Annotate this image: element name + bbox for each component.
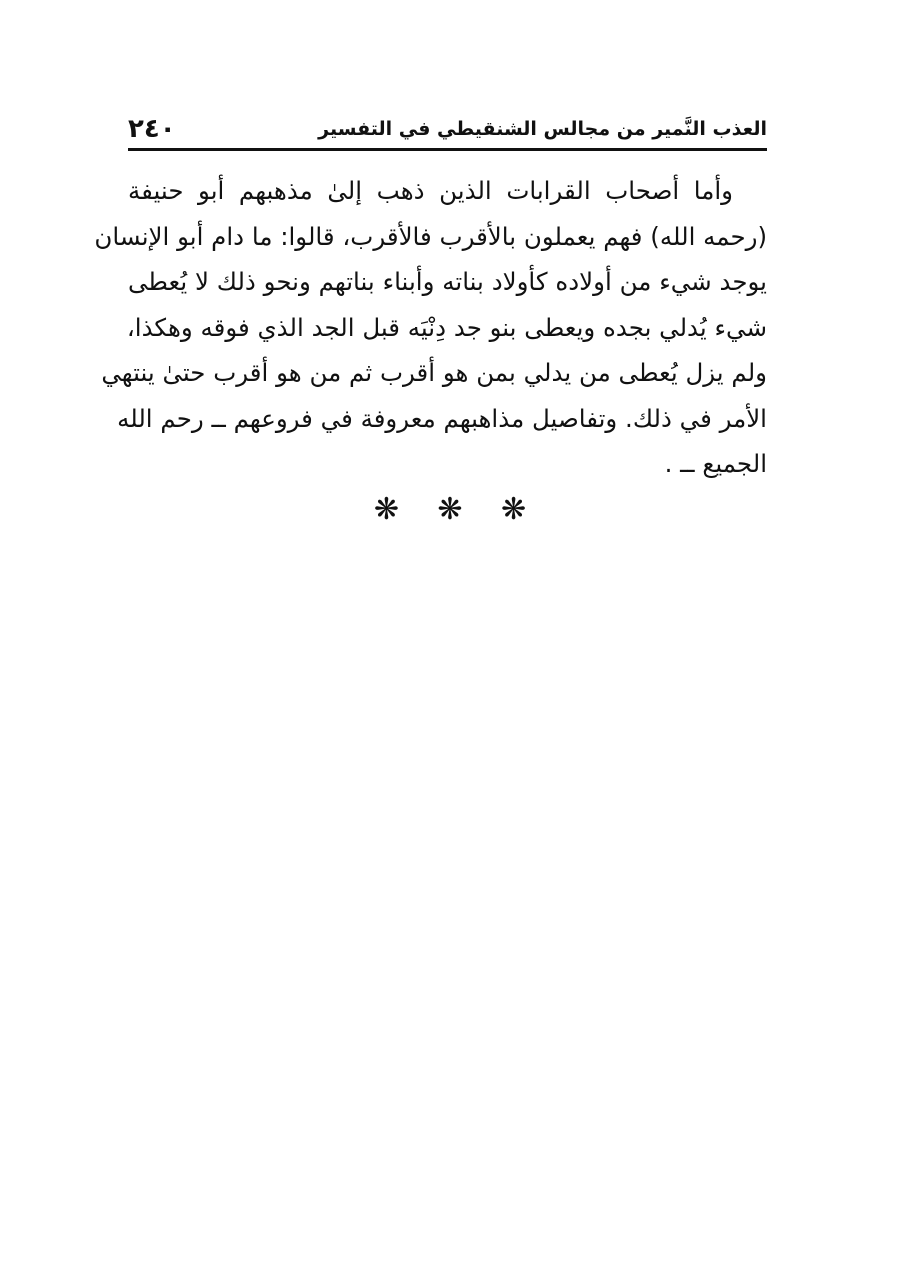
section-break-ornament: ❋ ❋ ❋ — [373, 492, 541, 527]
page-number: ٢٤٠ — [128, 114, 176, 144]
text-line-5: ولم يزل يُعطى من يدلي بمن هو أقرب ثم من هو أقرب حتىٰ ينتهي — [101, 358, 767, 387]
book-title: العذب النَّمير من مجالس الشنقيطي في التفسير — [318, 118, 767, 140]
text-line-1: وأما أصحاب القرابات الذين ذهب إلىٰ مذهبهم أبو حنيفة — [128, 176, 733, 205]
text-line-2: (رحمه الله) فهم يعملون بالأقرب فالأقرب، قالوا: ما دام أبو الإنسان — [94, 221, 767, 251]
text-line-4: شيء يُدلي بجده ويعطى بنو جد دِنْيَه قبل الجد الذي فوقه وهكذا، — [126, 312, 767, 342]
body-paragraph — [94, 168, 767, 487]
text-line-3: يوجد شيء من أولاده كأولاد بناته وأبناء بناتهم ونحو ذلك لا يُعطى — [128, 267, 767, 296]
text-line-6: الأمر في ذلك. وتفاصيل مذاهبهم معروفة في فروعهم ــ رحم الله — [117, 403, 767, 433]
running-header — [128, 112, 767, 144]
text-line-7: الجميع ــ . — [664, 449, 767, 478]
header-rule — [128, 148, 767, 151]
